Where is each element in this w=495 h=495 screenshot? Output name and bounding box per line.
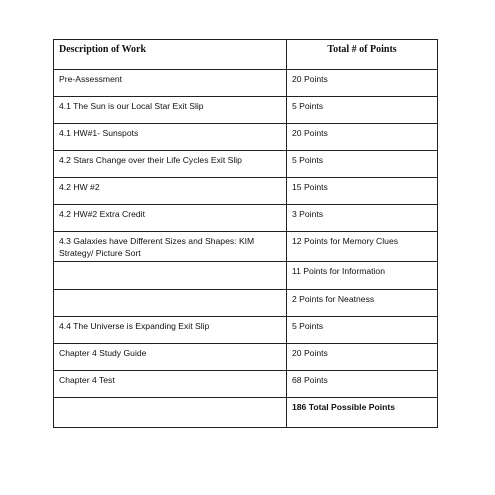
work-description: 4.2 Stars Change over their Life Cycles Exit Slip bbox=[54, 151, 287, 178]
table-row bbox=[54, 178, 438, 205]
work-description: 4.2 HW #2 bbox=[54, 178, 287, 205]
work-description: 4.4 The Universe is Expanding Exit Slip bbox=[54, 317, 287, 344]
points-value: 20 Points bbox=[287, 344, 438, 371]
table-row bbox=[54, 151, 438, 178]
points-value: 20 Points bbox=[287, 70, 438, 97]
table-row bbox=[54, 371, 438, 398]
points-value: 2 Points for Neatness bbox=[287, 290, 438, 317]
points-value: 68 Points bbox=[287, 371, 438, 398]
total-row bbox=[54, 398, 438, 428]
table-row bbox=[54, 317, 438, 344]
points-value: 11 Points for Information bbox=[287, 262, 438, 290]
table-row bbox=[54, 232, 438, 262]
work-description: 4.3 Galaxies have Different Sizes and Shapes: KIM Strategy/ Picture Sort bbox=[54, 232, 287, 262]
work-description bbox=[54, 262, 287, 290]
work-description: Chapter 4 Study Guide bbox=[54, 344, 287, 371]
table-header-row bbox=[54, 40, 438, 70]
points-value: 12 Points for Memory Clues bbox=[287, 232, 438, 262]
table-row bbox=[54, 70, 438, 97]
work-description: Chapter 4 Test bbox=[54, 371, 287, 398]
points-value: 3 Points bbox=[287, 205, 438, 232]
points-value: 5 Points bbox=[287, 151, 438, 178]
work-description: 4.1 The Sun is our Local Star Exit Slip bbox=[54, 97, 287, 124]
points-value: 5 Points bbox=[287, 97, 438, 124]
table-row bbox=[54, 97, 438, 124]
header-total-points: Total # of Points bbox=[287, 40, 438, 70]
points-table bbox=[53, 39, 438, 428]
work-description: 4.1 HW#1- Sunspots bbox=[54, 124, 287, 151]
points-value: 5 Points bbox=[287, 317, 438, 344]
total-points-value: 186 Total Possible Points bbox=[287, 398, 438, 428]
work-description bbox=[54, 290, 287, 317]
table-row bbox=[54, 262, 438, 290]
work-description: Pre-Assessment bbox=[54, 70, 287, 97]
work-description bbox=[54, 398, 287, 428]
work-description: 4.2 HW#2 Extra Credit bbox=[54, 205, 287, 232]
table-row bbox=[54, 344, 438, 371]
points-value: 20 Points bbox=[287, 124, 438, 151]
table-row bbox=[54, 205, 438, 232]
table-row bbox=[54, 124, 438, 151]
points-value: 15 Points bbox=[287, 178, 438, 205]
header-description: Description of Work bbox=[54, 40, 287, 70]
table-row bbox=[54, 290, 438, 317]
